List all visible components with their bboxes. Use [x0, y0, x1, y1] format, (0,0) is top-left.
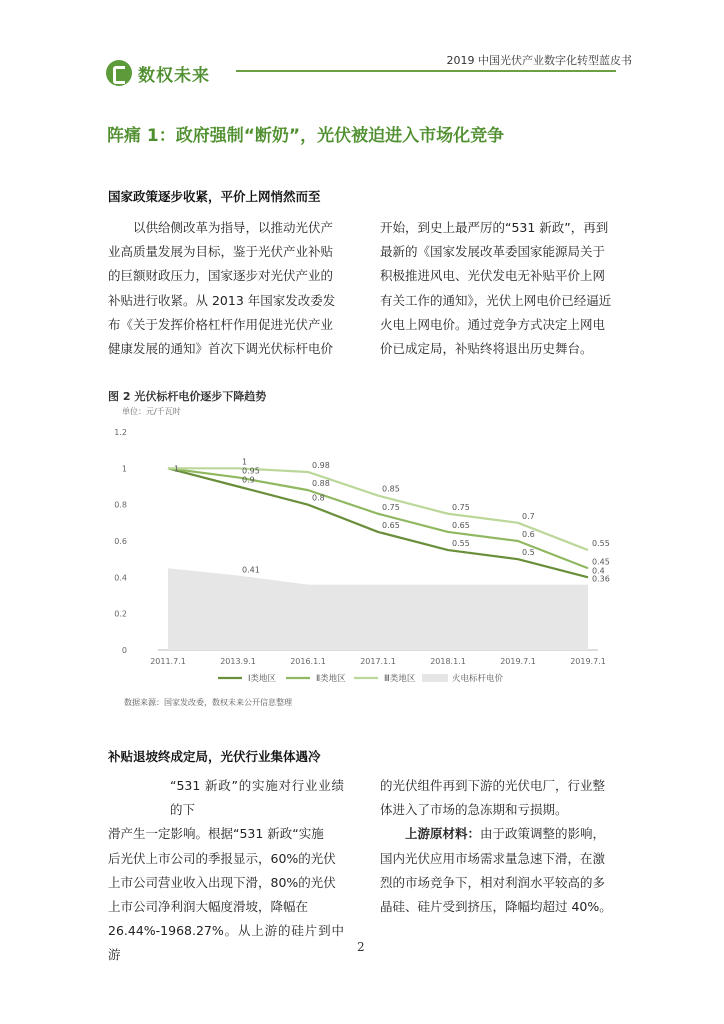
section-heading-subsidy: 补贴退坡终成定局，光伏行业集体遇冷	[108, 749, 321, 764]
data-label: 0.98	[312, 460, 330, 470]
line-series-1	[168, 468, 588, 577]
legend-label: Ⅱ类地区	[316, 674, 346, 684]
legend-label: 火电标杆电价	[452, 674, 504, 684]
data-label: 0.8	[312, 493, 325, 503]
legend-swatch	[422, 674, 448, 682]
paragraph-line: 国内光伏应用市场需求量急速下滑，在激	[380, 850, 606, 866]
y-tick-label: 0.8	[114, 500, 127, 510]
paragraph-line: 开始，到史上最严厉的“531 新政”，再到	[380, 220, 609, 235]
logo-icon	[106, 60, 132, 86]
data-source-note: 数据来源：国家发改委，数权未来公开信息整理	[124, 698, 292, 707]
data-label: 0.88	[312, 479, 330, 489]
paragraph-line: “531 新政”的实施对行业业绩的下	[170, 778, 344, 818]
document-title: 2019 中国光伏产业数字化转型蓝皮书	[446, 54, 632, 67]
data-label: 0.7	[522, 511, 535, 521]
paragraph-line: 健康发展的通知》首次下调光伏标杆电价	[108, 341, 334, 357]
logo-text: 数权未来	[138, 65, 210, 86]
legend-label: Ⅲ类地区	[384, 674, 416, 684]
chart-unit-label: 单位：元/千瓦时	[122, 407, 181, 416]
paragraph-line: 布《关于发挥价格杠杆作用促进光伏产业	[108, 316, 334, 332]
data-label: 0.75	[452, 502, 470, 512]
paragraph-line: 的光伏组件再到下游的光伏电厂，行业整	[380, 778, 606, 793]
brand-logo	[106, 60, 210, 86]
paragraph-line: 以供给侧改革为指导，以推动光伏产	[133, 220, 334, 235]
section2-left-column	[108, 774, 344, 968]
data-label: 0.75	[382, 502, 400, 512]
section-heading-policy: 国家政策逐步收紧，平价上网悄然而至	[108, 189, 321, 204]
y-tick-label: 0.4	[114, 573, 127, 583]
price-trend-chart	[100, 418, 624, 694]
area-series-thermal	[168, 565, 588, 650]
paragraph-line: 后光伏上市公司的季报显示，60%的光伏	[108, 850, 336, 866]
y-tick-label: 1.2	[114, 428, 127, 437]
paragraph-line: 最新的《国家发展改革委国家能源局关于	[380, 244, 606, 260]
paragraph-line: 上市公司营业收入出现下滑，80%的光伏	[108, 874, 336, 890]
data-label: 0.41	[242, 565, 260, 575]
y-tick-label: 0.6	[114, 537, 127, 546]
paragraph-line-upstream	[380, 822, 616, 846]
data-label: 0.65	[452, 520, 470, 530]
x-tick-label: 2016.1.1	[290, 657, 326, 666]
legend-label: Ⅰ类地区	[248, 674, 277, 684]
y-tick-label: 1	[121, 464, 127, 474]
paragraph-line: 业高质量发展为目标，鉴于光伏产业补贴	[108, 244, 334, 260]
page-number: 2	[357, 940, 365, 954]
data-label: 1	[174, 464, 180, 474]
x-tick-label: 2019.7.1	[500, 657, 536, 666]
data-label: 0.55	[592, 539, 610, 549]
paragraph-line: 火电上网电价。通过竞争方式决定上网电	[380, 316, 606, 332]
header-divider	[236, 70, 616, 72]
paragraph-line: 体进入了市场的急冻期和亏损期。	[380, 802, 568, 818]
y-tick-label: 0	[121, 646, 127, 655]
data-label: 0.6	[522, 530, 535, 539]
upstream-label: 上游原材料：	[405, 826, 481, 842]
data-label: 0.9	[242, 475, 255, 485]
data-label: 1	[242, 457, 248, 467]
upstream-text: 由于政策调整的影响，	[480, 826, 606, 842]
x-tick-label: 2019.7.1	[570, 657, 606, 666]
paragraph-line: 上市公司净利润大幅度滑坡，降幅在	[108, 899, 309, 915]
data-label: 0.85	[382, 484, 400, 494]
paragraph-line: 价已成定局，补贴终将退出历史舞台。	[380, 341, 593, 357]
paragraph-line: 积极推进风电、光伏发电无补贴平价上网	[380, 268, 606, 284]
data-label: 0.45	[592, 557, 610, 567]
x-tick-label: 2018.1.1	[430, 657, 466, 666]
paragraph-line: 有关工作的通知》，光伏上网电价已经逼近	[380, 292, 612, 308]
paragraph-line: 补贴进行收紧。从 2013 年国家发改委发	[108, 292, 336, 308]
x-tick-label: 2011.7.1	[150, 657, 186, 666]
paragraph-line: 26.44%-1968.27%。从上游的硅片到中游	[108, 923, 344, 963]
paragraph-line: 烈的市场竞争下，相对利润水平较高的多	[380, 874, 606, 890]
x-tick-label: 2017.1.1	[360, 657, 396, 666]
section1-left-column	[108, 216, 344, 361]
data-label: 0.4	[592, 566, 605, 576]
page-title: 阵痛 1：政府强制“断奶”，光伏被迫进入市场化竞争	[107, 126, 505, 146]
data-label: 0.5	[522, 548, 535, 558]
section2-right-column	[380, 774, 616, 919]
y-tick-label: 0.2	[114, 609, 127, 619]
data-label: 0.55	[452, 539, 470, 549]
paragraph-line: 滑产生一定影响。根据“531 新政“实施	[108, 826, 324, 842]
x-tick-label: 2013.9.1	[220, 657, 256, 666]
paragraph-line: 晶硅、硅片受到挤压，降幅均超过 40%。	[380, 899, 612, 915]
data-label: 0.65	[382, 520, 400, 530]
data-label: 0.95	[242, 466, 260, 476]
paragraph-line: 的巨额财政压力，国家逐步对光伏产业的	[108, 268, 334, 284]
data-label: 0.36	[592, 574, 610, 584]
figure-caption: 图 2 光伏标杆电价逐步下降趋势	[108, 390, 267, 403]
section1-right-column	[380, 216, 616, 361]
